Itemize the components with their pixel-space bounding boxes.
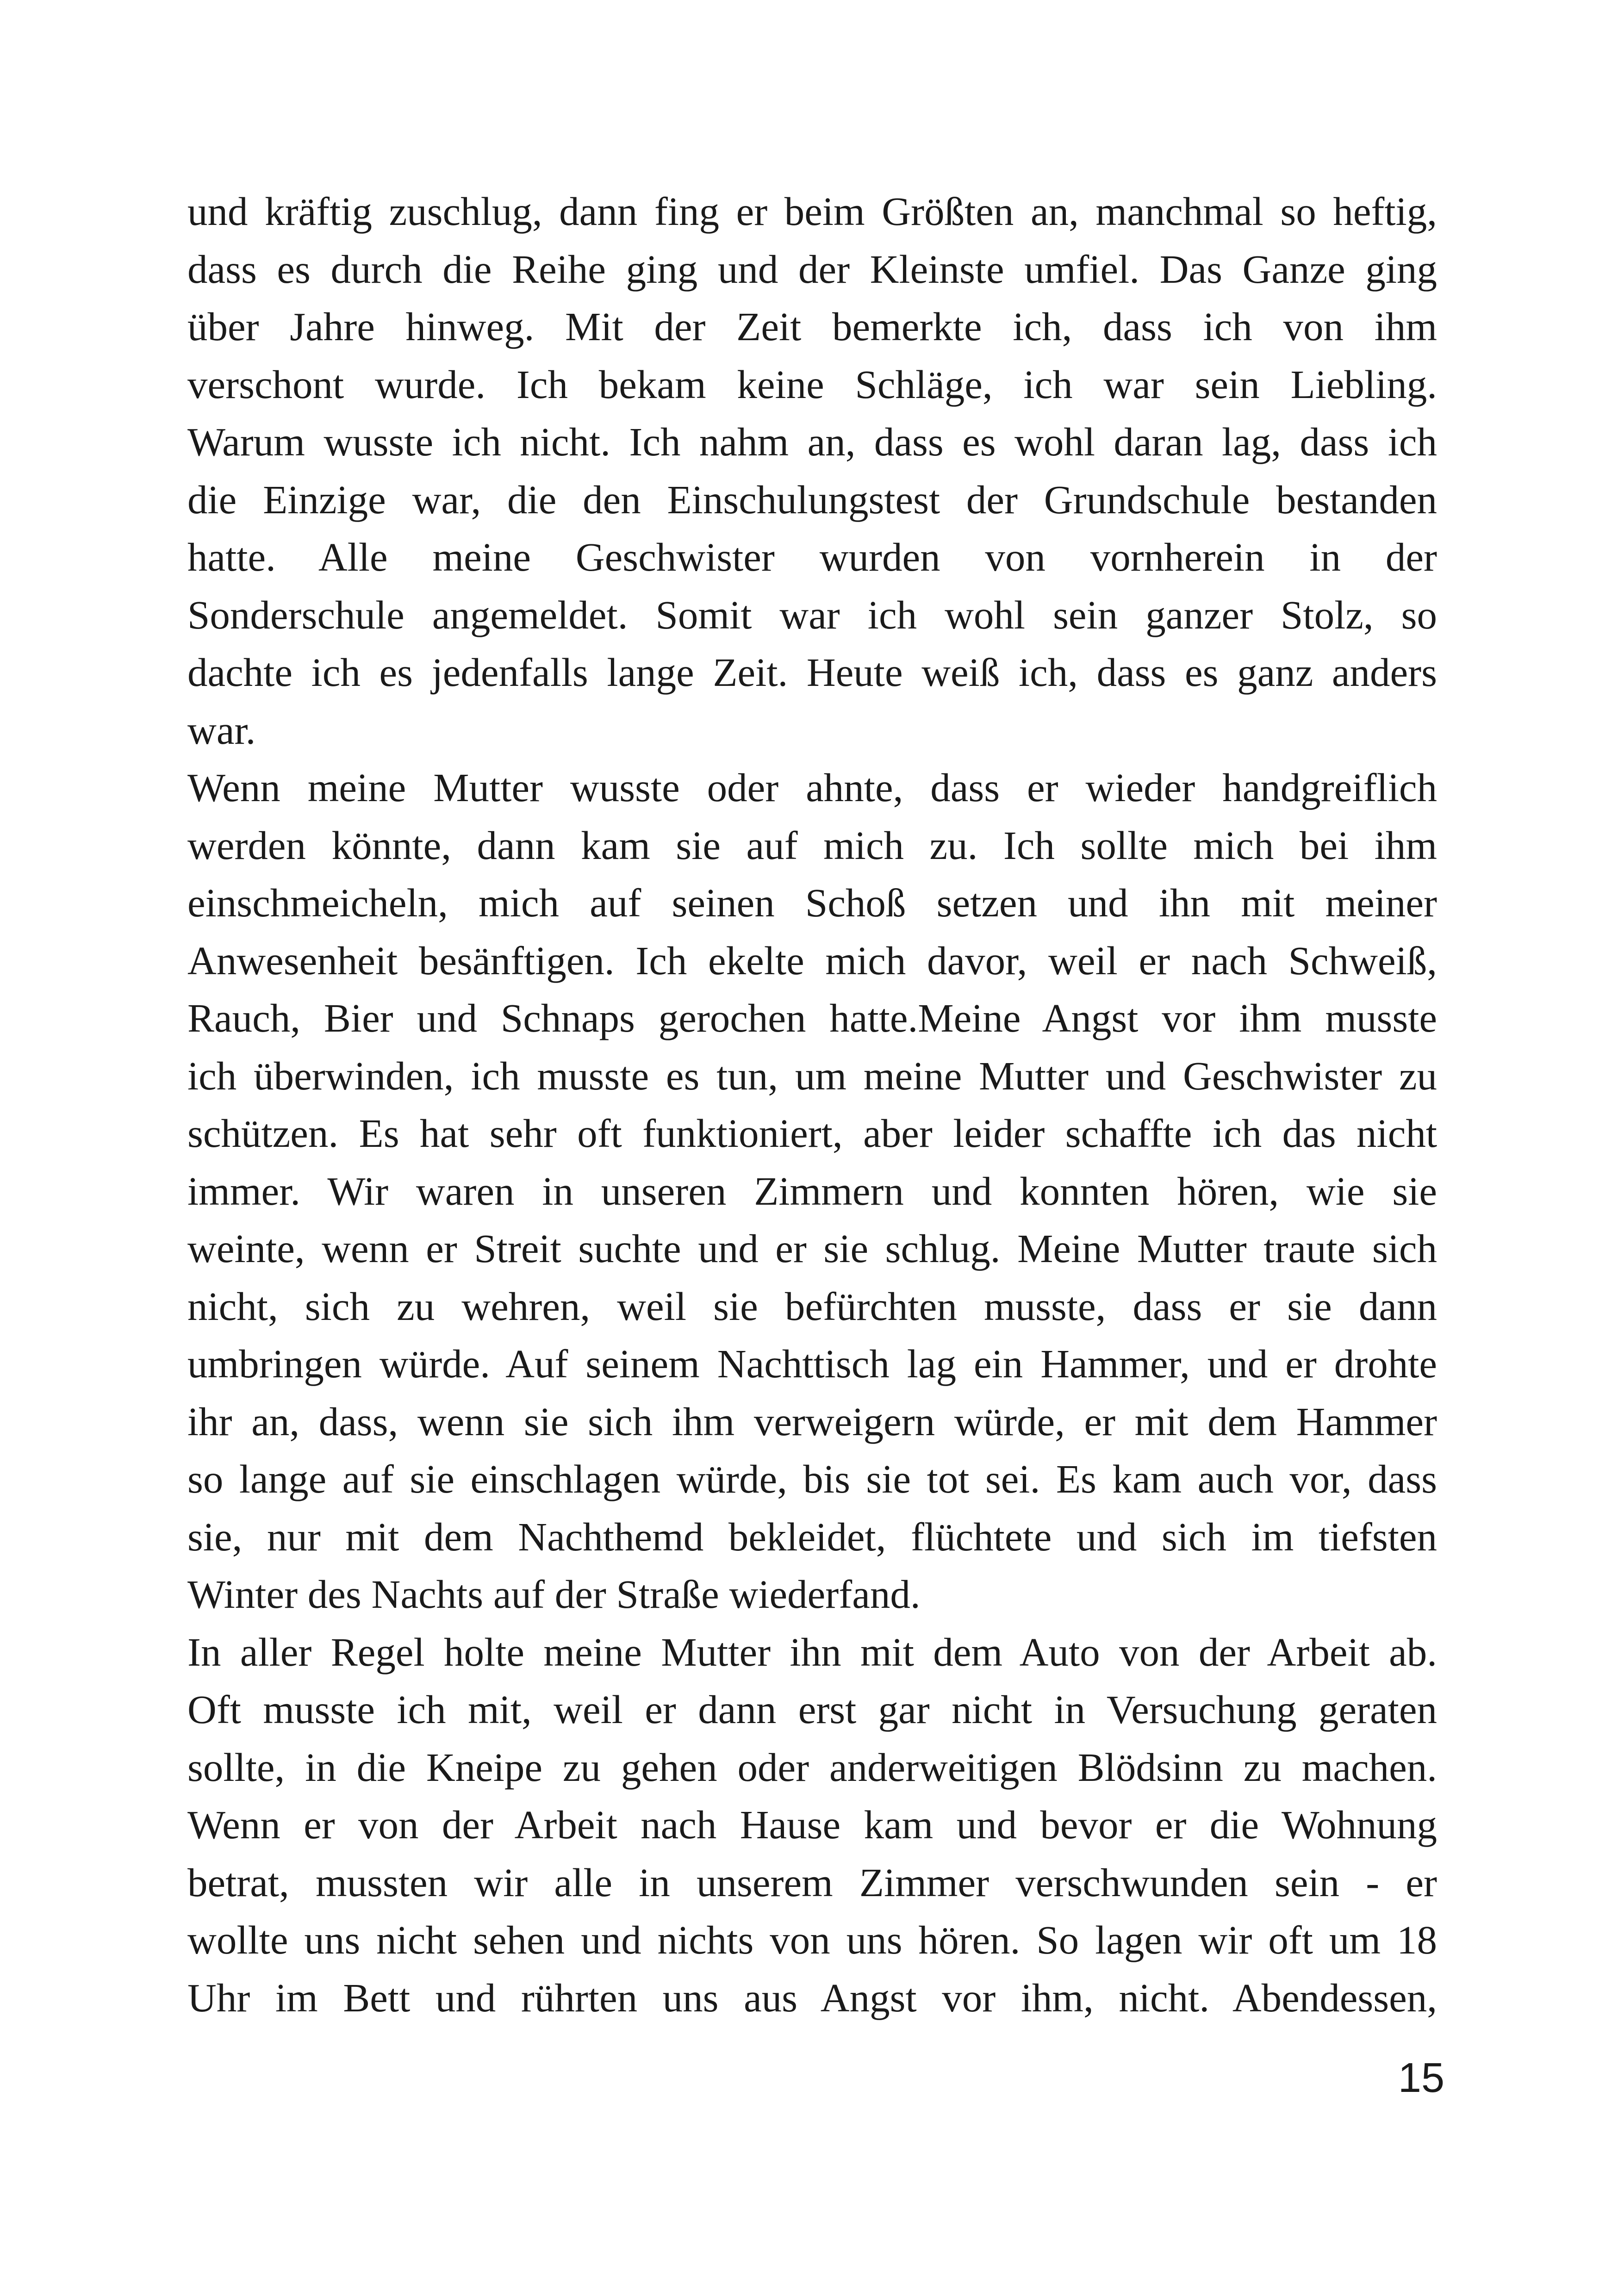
text-line: sie, nur mit dem Nachthemd bekleidet, flüchtete und sich im tiefsten bbox=[187, 1514, 1437, 1559]
text-line: ich überwinden, ich musste es tun, um meine Mutter und Geschwister zu bbox=[187, 1053, 1437, 1098]
text-line: Sonderschule angemeldet. Somit war ich wohl sein ganzer Stolz, so bbox=[187, 592, 1437, 637]
text-line: so lange auf sie einschlagen würde, bis sie tot sei. Es kam auch vor, dass bbox=[187, 1456, 1437, 1501]
text-line: Winter des Nachts auf der Straße wiederfand. bbox=[187, 1572, 921, 1617]
text-line: nicht, sich zu wehren, weil sie befürchten musste, dass er sie dann bbox=[187, 1283, 1437, 1329]
text-line: Wenn meine Mutter wusste oder ahnte, dass er wieder handgreiflich bbox=[187, 765, 1437, 810]
text-line: wollte uns nicht sehen und nichts von uns hören. So lagen wir oft um 18 bbox=[187, 1917, 1437, 1962]
text-line: einschmeicheln, mich auf seinen Schoß setzen und ihn mit meiner bbox=[187, 880, 1437, 925]
page-number: 15 bbox=[1398, 2055, 1444, 2101]
text-line: war. bbox=[187, 707, 256, 753]
text-line: immer. Wir waren in unseren Zimmern und konnten hören, wie sie bbox=[187, 1168, 1437, 1213]
text-line: umbringen würde. Auf seinem Nachttisch lag ein Hammer, und er drohte bbox=[187, 1341, 1437, 1386]
text-line: verschont wurde. Ich bekam keine Schläge, ich war sein Liebling. bbox=[187, 361, 1437, 407]
text-line: ihr an, dass, wenn sie sich ihm verweigern würde, er mit dem Hammer bbox=[187, 1399, 1437, 1444]
text-line: werden könnte, dann kam sie auf mich zu. Ich sollte mich bei ihm bbox=[187, 822, 1437, 868]
text-line: schützen. Es hat sehr oft funktioniert, aber leider schaffte ich das nicht bbox=[187, 1111, 1437, 1156]
text-line: und kräftig zuschlug, dann fing er beim Größten an, manchmal so heftig, bbox=[187, 189, 1437, 234]
text-line: weinte, wenn er Streit suchte und er sie schlug. Meine Mutter traute sich bbox=[187, 1226, 1437, 1271]
body-text bbox=[187, 183, 1437, 2027]
text-line: Rauch, Bier und Schnaps gerochen hatte.Meine Angst vor ihm musste bbox=[187, 996, 1437, 1040]
text-line: dass es durch die Reihe ging und der Kleinste umfiel. Das Ganze ging bbox=[187, 246, 1437, 292]
text-line: über Jahre hinweg. Mit der Zeit bemerkte ich, dass ich von ihm bbox=[187, 304, 1437, 349]
text-line: die Einzige war, die den Einschulungstest der Grundschule bestanden bbox=[187, 477, 1437, 522]
text-line: Warum wusste ich nicht. Ich nahm an, dass es wohl daran lag, dass ich bbox=[187, 419, 1437, 464]
text-line: Anwesenheit besänftigen. Ich ekelte mich davor, weil er nach Schweiß, bbox=[187, 938, 1437, 983]
text-line: betrat, mussten wir alle in unserem Zimmer verschwunden sein - er bbox=[187, 1860, 1437, 1905]
text-line: Wenn er von der Arbeit nach Hause kam und bevor er die Wohnung bbox=[187, 1802, 1437, 1847]
text-line: Oft musste ich mit, weil er dann erst gar nicht in Versuchung geraten bbox=[187, 1687, 1437, 1732]
text-line: In aller Regel holte meine Mutter ihn mit dem Auto von der Arbeit ab. bbox=[187, 1629, 1437, 1674]
text-line: hatte. Alle meine Geschwister wurden von vornherein in der bbox=[187, 535, 1437, 579]
text-line: Uhr im Bett und rührten uns aus Angst vor ihm, nicht. Abendessen, bbox=[187, 1975, 1437, 2020]
text-line: sollte, in die Kneipe zu gehen oder anderweitigen Blödsinn zu machen. bbox=[187, 1744, 1437, 1790]
text-line: dachte ich es jedenfalls lange Zeit. Heute weiß ich, dass es ganz anders bbox=[187, 650, 1437, 695]
